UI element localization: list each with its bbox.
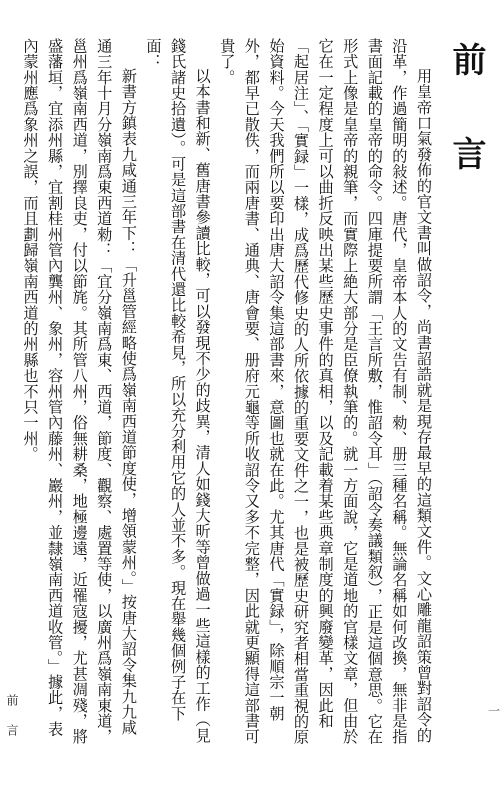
running-footer-section: 前言 bbox=[5, 694, 19, 754]
paragraph-1: 用皇帝口氣發佈的官文書叫做詔令，尚書詔誥就是現存最早的這類文件。文心雕龍詔策曾對詔令的沿革，作過簡明的敍述。唐代，皇帝本人的文告有制、勑、册三種名稱。無論名稱如何改換，無非是指書面記載的皇帝的命令。四庫提要所謂「王言所敷，惟詔令耳」（詔令奏議類叙），正是這個意思。它在形式上像是皇帝的親筆，而實際上絶大部分是臣僚執筆的。就一方面說，它是道地的官樣文章，但由於它在一定程度上可以曲折反映出某些歷史事件的真相，以及記載着某些典章制度的興廢變革，因此和「起居注」、「實録」一樣，成爲歷代修史的人所依據的重要文件之一，也是被歷史研究者相當重視的原始資料。今天我們所以要印出唐大詔令集這部書來，意圖也就在此。尤其唐代「實録」，除順宗一朝外，都早已散佚，而兩唐書、通典、唐會要、册府元龜等所收詔令又多不完整，因此就更顯得這部書可貴了。 bbox=[218, 38, 433, 745]
page-number: 一 bbox=[488, 704, 501, 718]
paragraph-3: 新書方鎮表九咸通三年下：「升邕管經略使爲嶺南西道節度使，增領蒙州。」按唐大詔令集九九咸通三年十月分嶺南爲東西道勑：「宜分嶺南爲東、西道，節度、觀察、處置等使，以廣州爲嶺南東道，邕州爲嶺南西道，別擇良吏，付以節旄。其所管八州，俗無耕桑，地極邊遠，近罹寇擾，尤甚凋殘，將盛藩垣，宜添州縣，宜割桂州管內龔州、象州，容州管內藤州、巖州，並隸嶺南西道收管。」據此，表內蒙州應爲象州之誤，而且劃歸嶺南西道的州縣也不只一州。 bbox=[21, 38, 138, 745]
paragraph-2: 以本書和新、舊唐書參讀比較，可以發現不少的歧異，清人如錢大昕等曾做過一些這樣的工作（見錢氏諸史拾遺）。可是這部書在清代還比較希見，所以充分利用它的人並不多。現在舉幾個例子在下面： bbox=[144, 38, 212, 744]
page-heading: 前言 bbox=[446, 42, 486, 230]
body-text bbox=[21, 38, 436, 750]
